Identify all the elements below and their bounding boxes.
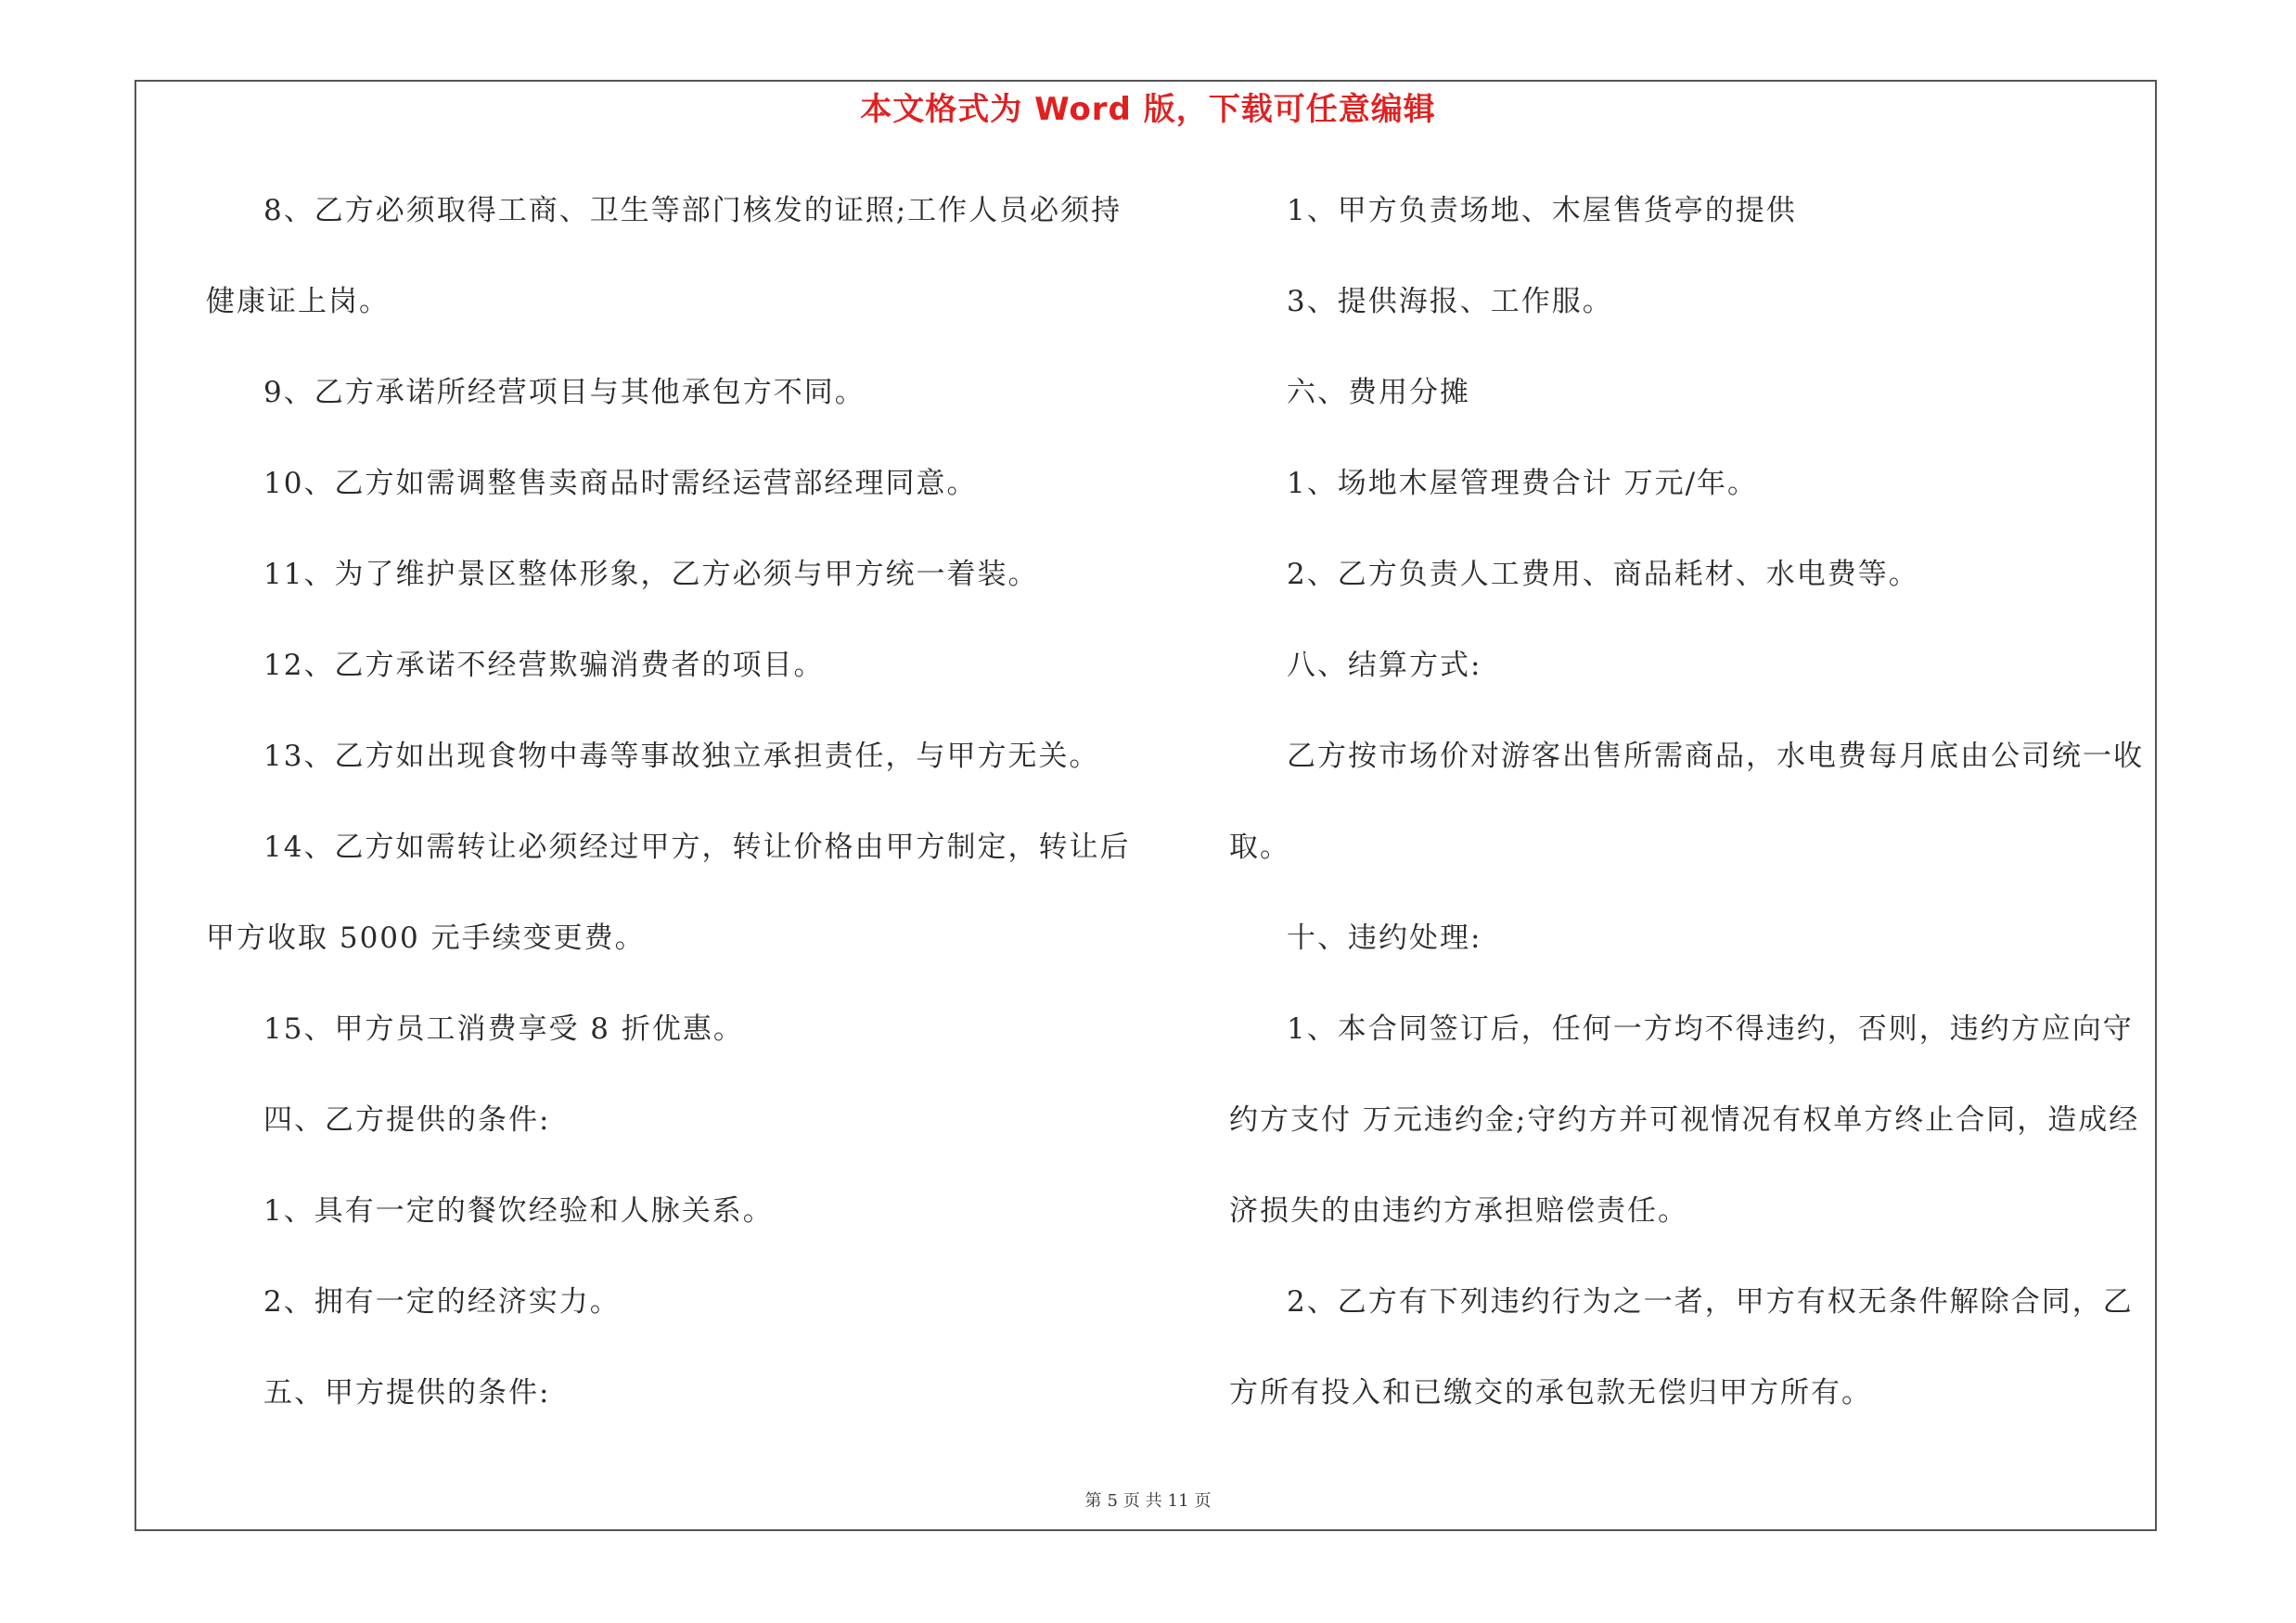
paragraph-line: 11、为了维护景区整体形象，乙方必须与甲方统一着装。 (263, 558, 1039, 591)
paragraph-line: 1、本合同签订后，任何一方均不得违约，否则，违约方应向守 (1287, 1012, 2134, 1046)
section-heading: 五、甲方提供的条件: (263, 1376, 551, 1410)
paragraph-line: 2、拥有一定的经济实力。 (263, 1285, 621, 1319)
paragraph-line: 1、场地木屋管理费合计 万元/年。 (1287, 467, 1759, 500)
page-total: 11 (1167, 1491, 1189, 1511)
paragraph-line: 10、乙方如需调整售卖商品时需经运营部经理同意。 (263, 467, 978, 500)
page-number: 5 (1107, 1491, 1118, 1511)
paragraph-line: 乙方按市场价对游客出售所需商品，水电费每月底由公司统一收 (1287, 740, 2144, 773)
paragraph-line: 甲方收取 5000 元手续变更费。 (206, 921, 646, 955)
paragraph-line: 14、乙方如需转让必须经过甲方，转让价格由甲方制定，转让后 (263, 831, 1131, 864)
page-label-prefix: 第 (1084, 1491, 1102, 1511)
paragraph-line: 8、乙方必须取得工商、卫生等部门核发的证照;工作人员必须持 (263, 194, 1122, 227)
paragraph-line: 1、甲方负责场地、木屋售货亭的提供 (1287, 194, 1797, 227)
page-label-mid: 页 共 (1122, 1491, 1162, 1511)
paragraph-line: 15、甲方员工消费享受 8 折优惠。 (263, 1012, 744, 1046)
page-label-suffix: 页 (1194, 1491, 1212, 1511)
section-heading: 六、费用分摊 (1287, 376, 1470, 409)
paragraph-line: 济损失的由违约方承担赔偿责任。 (1229, 1194, 1688, 1228)
paragraph-line: 取。 (1229, 831, 1290, 864)
paragraph-line: 1、具有一定的餐饮经验和人脉关系。 (263, 1194, 774, 1228)
section-heading: 八、结算方式: (1287, 649, 1482, 682)
paragraph-line: 9、乙方承诺所经营项目与其他承包方不同。 (263, 376, 866, 409)
section-heading: 四、乙方提供的条件: (263, 1103, 551, 1137)
paragraph-line: 健康证上岗。 (206, 285, 390, 318)
word-format-banner: 本文格式为 Word 版，下载可任意编辑 (860, 91, 1436, 128)
paragraph-line: 2、乙方有下列违约行为之一者，甲方有权无条件解除合同，乙 (1287, 1285, 2134, 1319)
paragraph-line: 12、乙方承诺不经营欺骗消费者的项目。 (263, 649, 825, 682)
paragraph-line: 方所有投入和已缴交的承包款无偿归甲方所有。 (1229, 1376, 1872, 1410)
paragraph-line: 13、乙方如出现食物中毒等事故独立承担责任，与甲方无关。 (263, 740, 1100, 773)
paragraph-line: 3、提供海报、工作服。 (1287, 285, 1613, 318)
paragraph-line: 2、乙方负责人工费用、商品耗材、水电费等。 (1287, 558, 1919, 591)
section-heading: 十、违约处理: (1287, 921, 1482, 955)
paragraph-line: 约方支付 万元违约金;守约方并可视情况有权单方终止合同，造成经 (1229, 1103, 2140, 1137)
page-footer (0, 1490, 2296, 1513)
